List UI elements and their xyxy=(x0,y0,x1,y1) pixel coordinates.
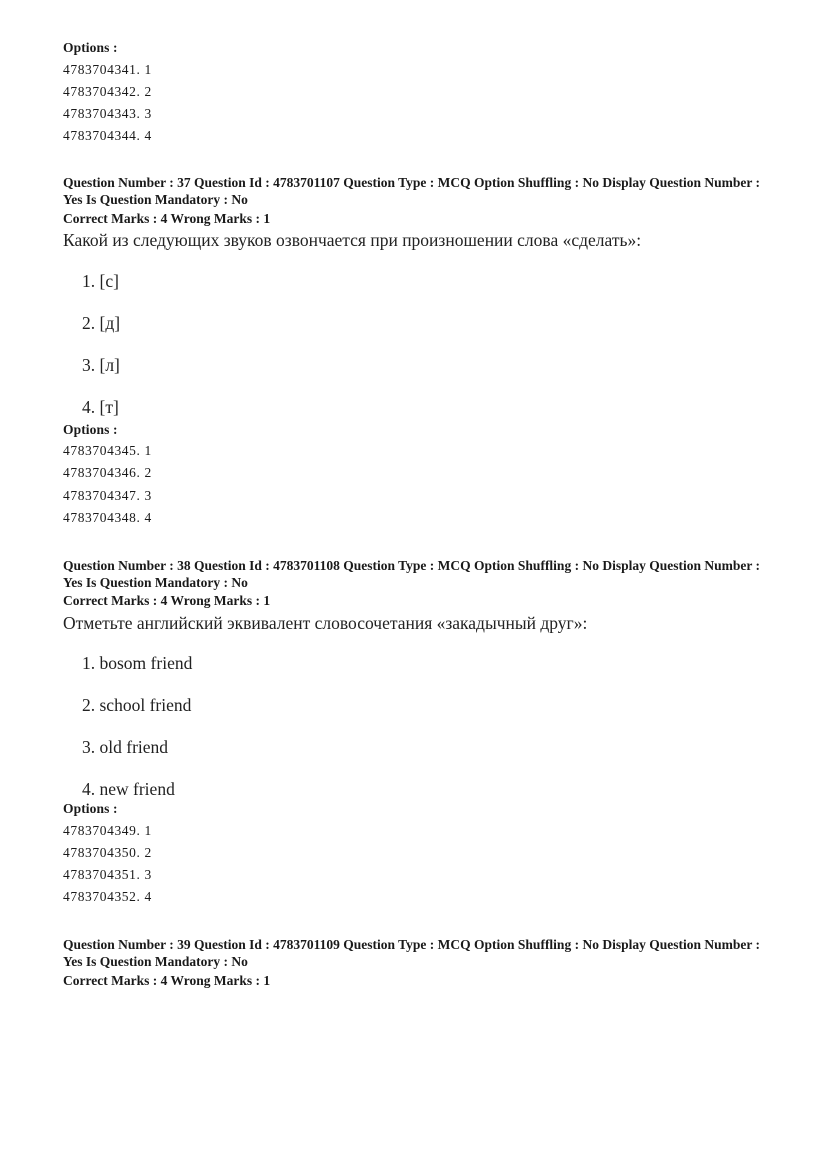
options-label: Options : xyxy=(63,422,118,437)
option-id-item: 4783704344. 4 xyxy=(63,128,152,143)
question-header: Question Number : 37 Question Id : 4783701107 Question Type : MCQ Option Shuffling : No Display Question Number : Yes Is Question Mandatory : No xyxy=(63,175,760,207)
answer-choice: 4. [т] xyxy=(82,397,119,417)
answer-choice: 4. new friend xyxy=(82,779,175,799)
question-header: Question Number : 38 Question Id : 4783701108 Question Type : MCQ Option Shuffling : No Display Question Number : Yes Is Question Mandatory : No xyxy=(63,558,760,590)
options-label: Options : xyxy=(63,801,118,816)
question-header: Question Number : 39 Question Id : 4783701109 Question Type : MCQ Option Shuffling : No Display Question Number : Yes Is Question Mandatory : No xyxy=(63,937,760,969)
option-id-item: 4783704351. 3 xyxy=(63,867,152,882)
marks-line: Correct Marks : 4 Wrong Marks : 1 xyxy=(63,211,271,226)
option-id-item: 4783704346. 2 xyxy=(63,465,152,480)
answer-choice: 2. school friend xyxy=(82,695,192,715)
option-id-item: 4783704343. 3 xyxy=(63,106,152,121)
marks-line: Correct Marks : 4 Wrong Marks : 1 xyxy=(63,593,271,608)
option-id-item: 4783704341. 1 xyxy=(63,62,152,77)
option-id-item: 4783704347. 3 xyxy=(63,488,152,503)
answer-choice: 3. [л] xyxy=(82,355,120,375)
option-id-item: 4783704342. 2 xyxy=(63,84,152,99)
option-id-item: 4783704350. 2 xyxy=(63,845,152,860)
option-id-item: 4783704352. 4 xyxy=(63,889,152,904)
marks-line: Correct Marks : 4 Wrong Marks : 1 xyxy=(63,973,271,988)
question-text: Какой из следующих звуков озвончается при произношении слова «сделать»: xyxy=(63,230,642,250)
option-id-item: 4783704345. 1 xyxy=(63,443,152,458)
question-text: Отметьте английский эквивалент словосочетания «закадычный друг»: xyxy=(63,613,588,633)
answer-choice: 1. [с] xyxy=(82,271,119,291)
option-id-item: 4783704349. 1 xyxy=(63,823,152,838)
option-id-item: 4783704348. 4 xyxy=(63,510,152,525)
answer-choice: 3. old friend xyxy=(82,737,169,757)
options-label: Options : xyxy=(63,40,118,55)
answer-choice: 2. [д] xyxy=(82,313,121,333)
answer-choice: 1. bosom friend xyxy=(82,653,193,673)
